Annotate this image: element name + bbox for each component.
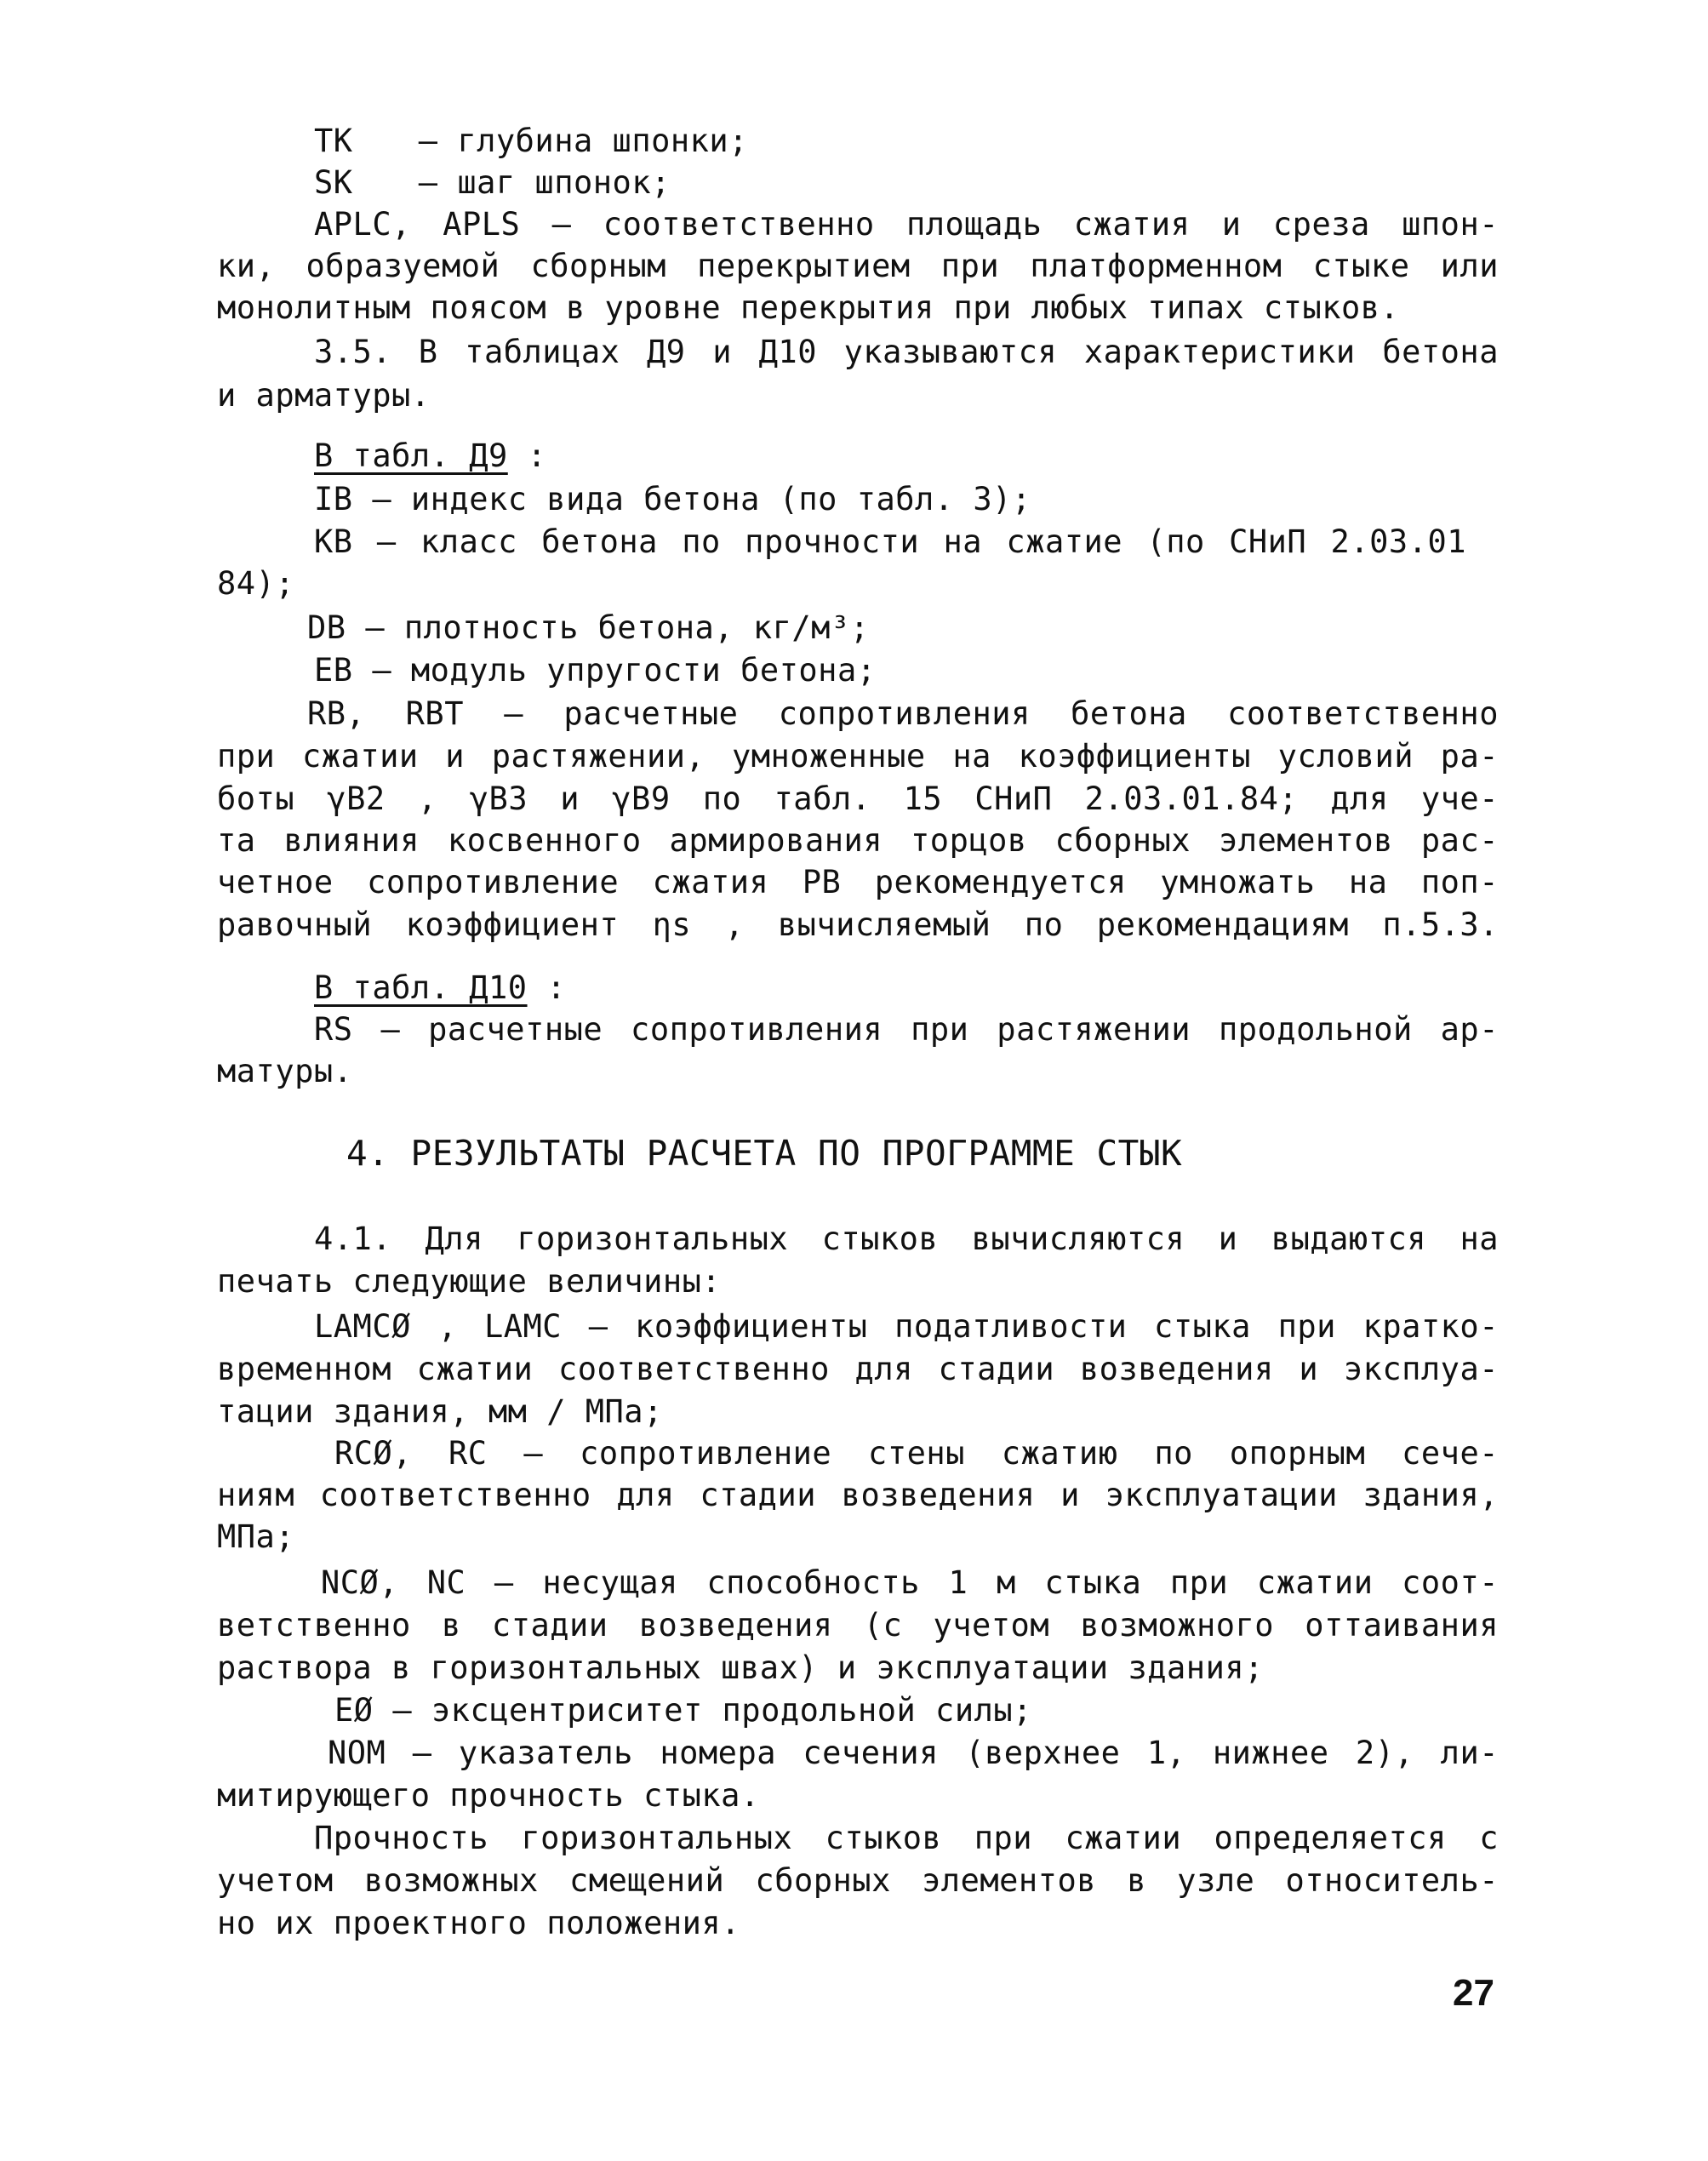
nom-line-2: митирующего прочность стыка. — [217, 1777, 760, 1814]
rb-line-1: RB, RBT – расчетные сопротивления бетона соответственно — [307, 695, 1499, 732]
table-d9-heading — [314, 436, 546, 477]
section-3-5-line-1: 3.5. В таблицах Д9 и Д10 указываются характеристики бетона — [314, 334, 1499, 370]
term-sk-label: SK — [314, 164, 353, 201]
rc-line-2: ниям соответственно для стадии возведения и эксплуатации здания, — [217, 1477, 1499, 1513]
aplc-line-1: APLC, APLS – соответственно площадь сжатия и среза шпон- — [314, 206, 1499, 243]
table-d9-heading-text: В табл. Д9 — [314, 437, 508, 474]
strength-line-2: учетом возможных смещений сборных элементов в узле относитель- — [217, 1862, 1499, 1899]
lamc-line-1: LAMCØ , LAMC – коэффициенты податливости стыка при кратко- — [314, 1308, 1499, 1345]
table-d10-rs-line-1: RS – расчетные сопротивления при растяжении продольной ар- — [314, 1011, 1499, 1048]
aplc-line-2: ки, образуемой сборным перекрытием при платформенном стыке или — [217, 248, 1499, 284]
section-3-5-line-2: и арматуры. — [217, 377, 431, 414]
table-d10-heading — [314, 968, 566, 1009]
p-4-1-line-1: 4.1. Для горизонтальных стыков вычисляются и выдаются на — [314, 1221, 1499, 1257]
table-d9-db: DB – плотность бетона, кг/м³; — [307, 609, 870, 646]
nc-line-1: NCØ, NC – несущая способность 1 м стыка при сжатии соот- — [321, 1564, 1499, 1601]
lamc-line-2: временном сжатии соответственно для стадии возведения и эксплуа- — [217, 1351, 1499, 1387]
nc-line-3: раствора в горизонтальных швах) и эксплуатации здания; — [217, 1649, 1264, 1686]
rb-line-5: четное сопротивление сжатия PB рекомендуется умножать на поп- — [217, 864, 1499, 900]
strength-line-1: Прочность горизонтальных стыков при сжатии определяется с — [314, 1820, 1499, 1856]
rc-line-3: МПа; — [217, 1518, 295, 1555]
rb-line-3: боты γB2 , γB3 и γB9 по табл. 15 СНиП 2.03.01.84; для уче- — [217, 780, 1499, 817]
page-number: 27 — [1453, 1972, 1494, 2014]
table-d9-heading-suffix: : — [527, 437, 547, 474]
strength-line-3: но их проектного положения. — [217, 1905, 740, 1941]
term-tk — [314, 121, 748, 162]
nom-line-1: NOM – указатель номера сечения (верхнее 1, нижнее 2), ли- — [328, 1735, 1499, 1771]
e0-line: EØ – эксцентриситет продольной силы; — [334, 1692, 1032, 1729]
term-sk-text: – шаг шпонок; — [418, 164, 671, 201]
table-d10-heading-suffix: : — [546, 969, 567, 1006]
nc-line-2: ветственно в стадии возведения (с учетом возможного оттаивания — [217, 1607, 1499, 1644]
rb-line-6: равочный коэффициент ηs , вычисляемый по рекомендациям п.5.3. — [217, 906, 1499, 943]
p-4-1-line-2: печать следующие величины: — [217, 1263, 722, 1300]
term-tk-label: ТК — [314, 123, 353, 159]
table-d9-kb-line-2: 84); — [217, 565, 295, 602]
rc-line-1: RCØ, RC – сопротивление стены сжатию по опорным сече- — [334, 1435, 1499, 1472]
section-4-title: 4. РЕЗУЛЬТАТЫ РАСЧЕТА ПО ПРОГРАММЕ СТЫК — [346, 1133, 1183, 1174]
term-tk-text: – глубина шпонки; — [418, 123, 748, 159]
table-d9-eb: EB – модуль упругости бетона; — [314, 652, 877, 689]
table-d10-heading-text: В табл. Д10 — [314, 969, 528, 1006]
table-d9-kb-line-1: KB – класс бетона по прочности на сжатие (по СНиП 2.03.01 — [314, 523, 1466, 560]
lamc-line-3: тации здания, мм / МПа; — [217, 1393, 663, 1430]
table-d10-rs-line-2: матуры. — [217, 1053, 353, 1089]
aplc-line-3: монолитным поясом в уровне перекрытия при любых типах стыков. — [217, 289, 1400, 326]
table-d9-ib: IB – индекс вида бетона (по табл. 3); — [314, 481, 1031, 517]
rb-line-2: при сжатии и растяжении, умноженные на коэффициенты условий ра- — [217, 738, 1499, 775]
term-sk — [314, 163, 671, 203]
rb-line-4: та влияния косвенного армирования торцов сборных элементов рас- — [217, 822, 1499, 859]
